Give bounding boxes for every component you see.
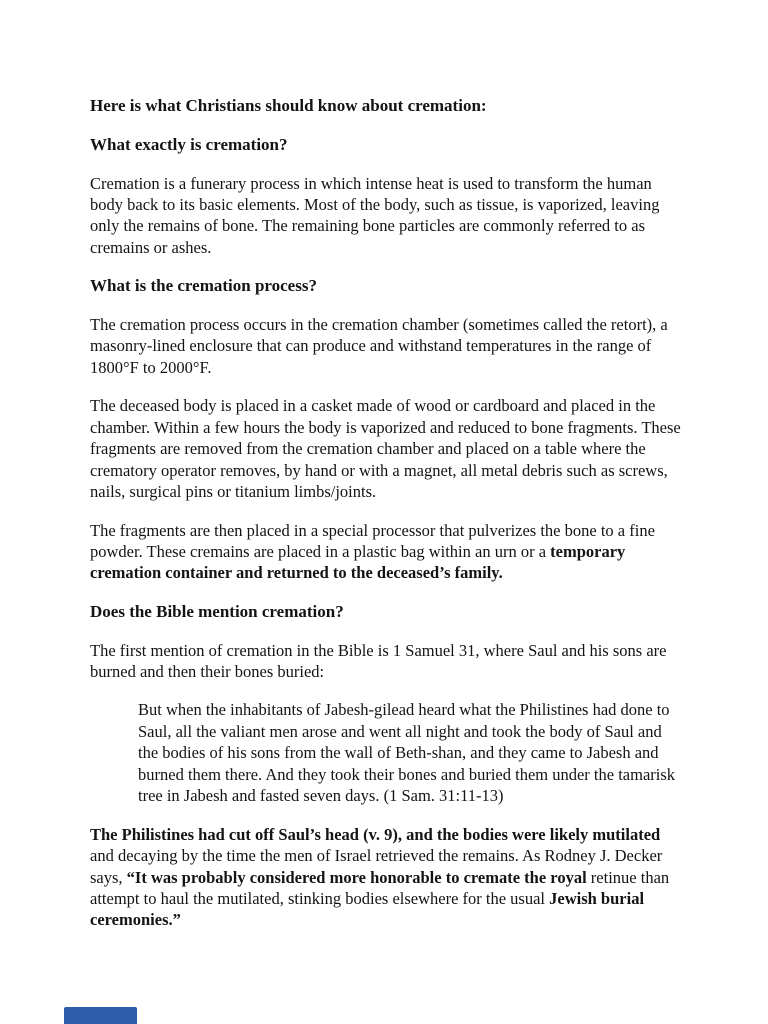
fragments-text-bold: temporary cremation container and returned to the deceased’s family. (90, 541, 626, 583)
document-page (90, 95, 682, 948)
paragraph-fragments (90, 520, 682, 584)
philistines-text-normal-2: retinue than attempt to haul the mutilated, stinking bodies elsewhere for the usual (90, 867, 670, 908)
fragments-text-normal: The fragments are then placed in a special processor that pulverizes the bone to a fine powder. These cremains are placed in a plastic bag within an urn or a (90, 520, 655, 561)
paragraph-cremation-definition: Cremation is a funerary process in which intense heat is used to transform the human body back to its basic elements. Most of the body, such as tissue, is vaporized, leaving only the remains of bone. The remaining bone particles are commonly referred to as cremains or ashes. (90, 173, 660, 257)
paragraph-deceased-body: The deceased body is placed in a casket made of wood or cardboard and placed in the chamber. Within a few hours the body is vaporized and reduced to bone fragments. These fragments are removed from the cremation chamber and placed on a table where the crematory operator removes, by hand or with a magnet, all metal debris such as screws, nails, surgical pins or titanium limbs/joints. (90, 396, 681, 502)
document-title: Here is what Christians should know about cremation: (90, 96, 487, 115)
scripture-blockquote: But when the inhabitants of Jabesh-gilead heard what the Philistines had done to Saul, all the valiant men arose and went all night and took the body of Saul and the bodies of his sons from the wall of Beth-shan, and they came to Jabesh and burned them there. And they took their bones and buried them under the tamarisk tree in Jabesh and fasted seven days. (1 Sam. 31:11-13) (138, 700, 676, 806)
philistines-text-normal-1: and decaying by the time the men of Israel retrieved the remains. As Rodney J. Decker says, (90, 846, 663, 887)
heading-bible-mention: Does the Bible mention cremation? (90, 601, 344, 621)
heading-what-is-cremation: What exactly is cremation? (90, 134, 288, 154)
paragraph-cremation-chamber: The cremation process occurs in the cremation chamber (sometimes called the retort), a masonry-lined enclosure that can produce and withstand temperatures in the range of 1800°F to 2000°F. (90, 315, 668, 377)
philistines-text-bold-3: Jewish burial ceremonies.” (90, 888, 645, 930)
paragraph-first-mention: The first mention of cremation in the Bible is 1 Samuel 31, where Saul and his sons are burned and then their bones buried: (90, 640, 667, 681)
philistines-text-bold-1: The Philistines had cut off Saul’s head (v. 9), and the bodies were likely mutilated (90, 824, 661, 844)
philistines-text-bold-2: “It was probably considered more honorable to cremate the royal (126, 867, 587, 887)
paragraph-philistines (90, 824, 682, 931)
viewer-bottom-button-fragment[interactable] (64, 1007, 137, 1024)
heading-cremation-process: What is the cremation process? (90, 276, 317, 296)
